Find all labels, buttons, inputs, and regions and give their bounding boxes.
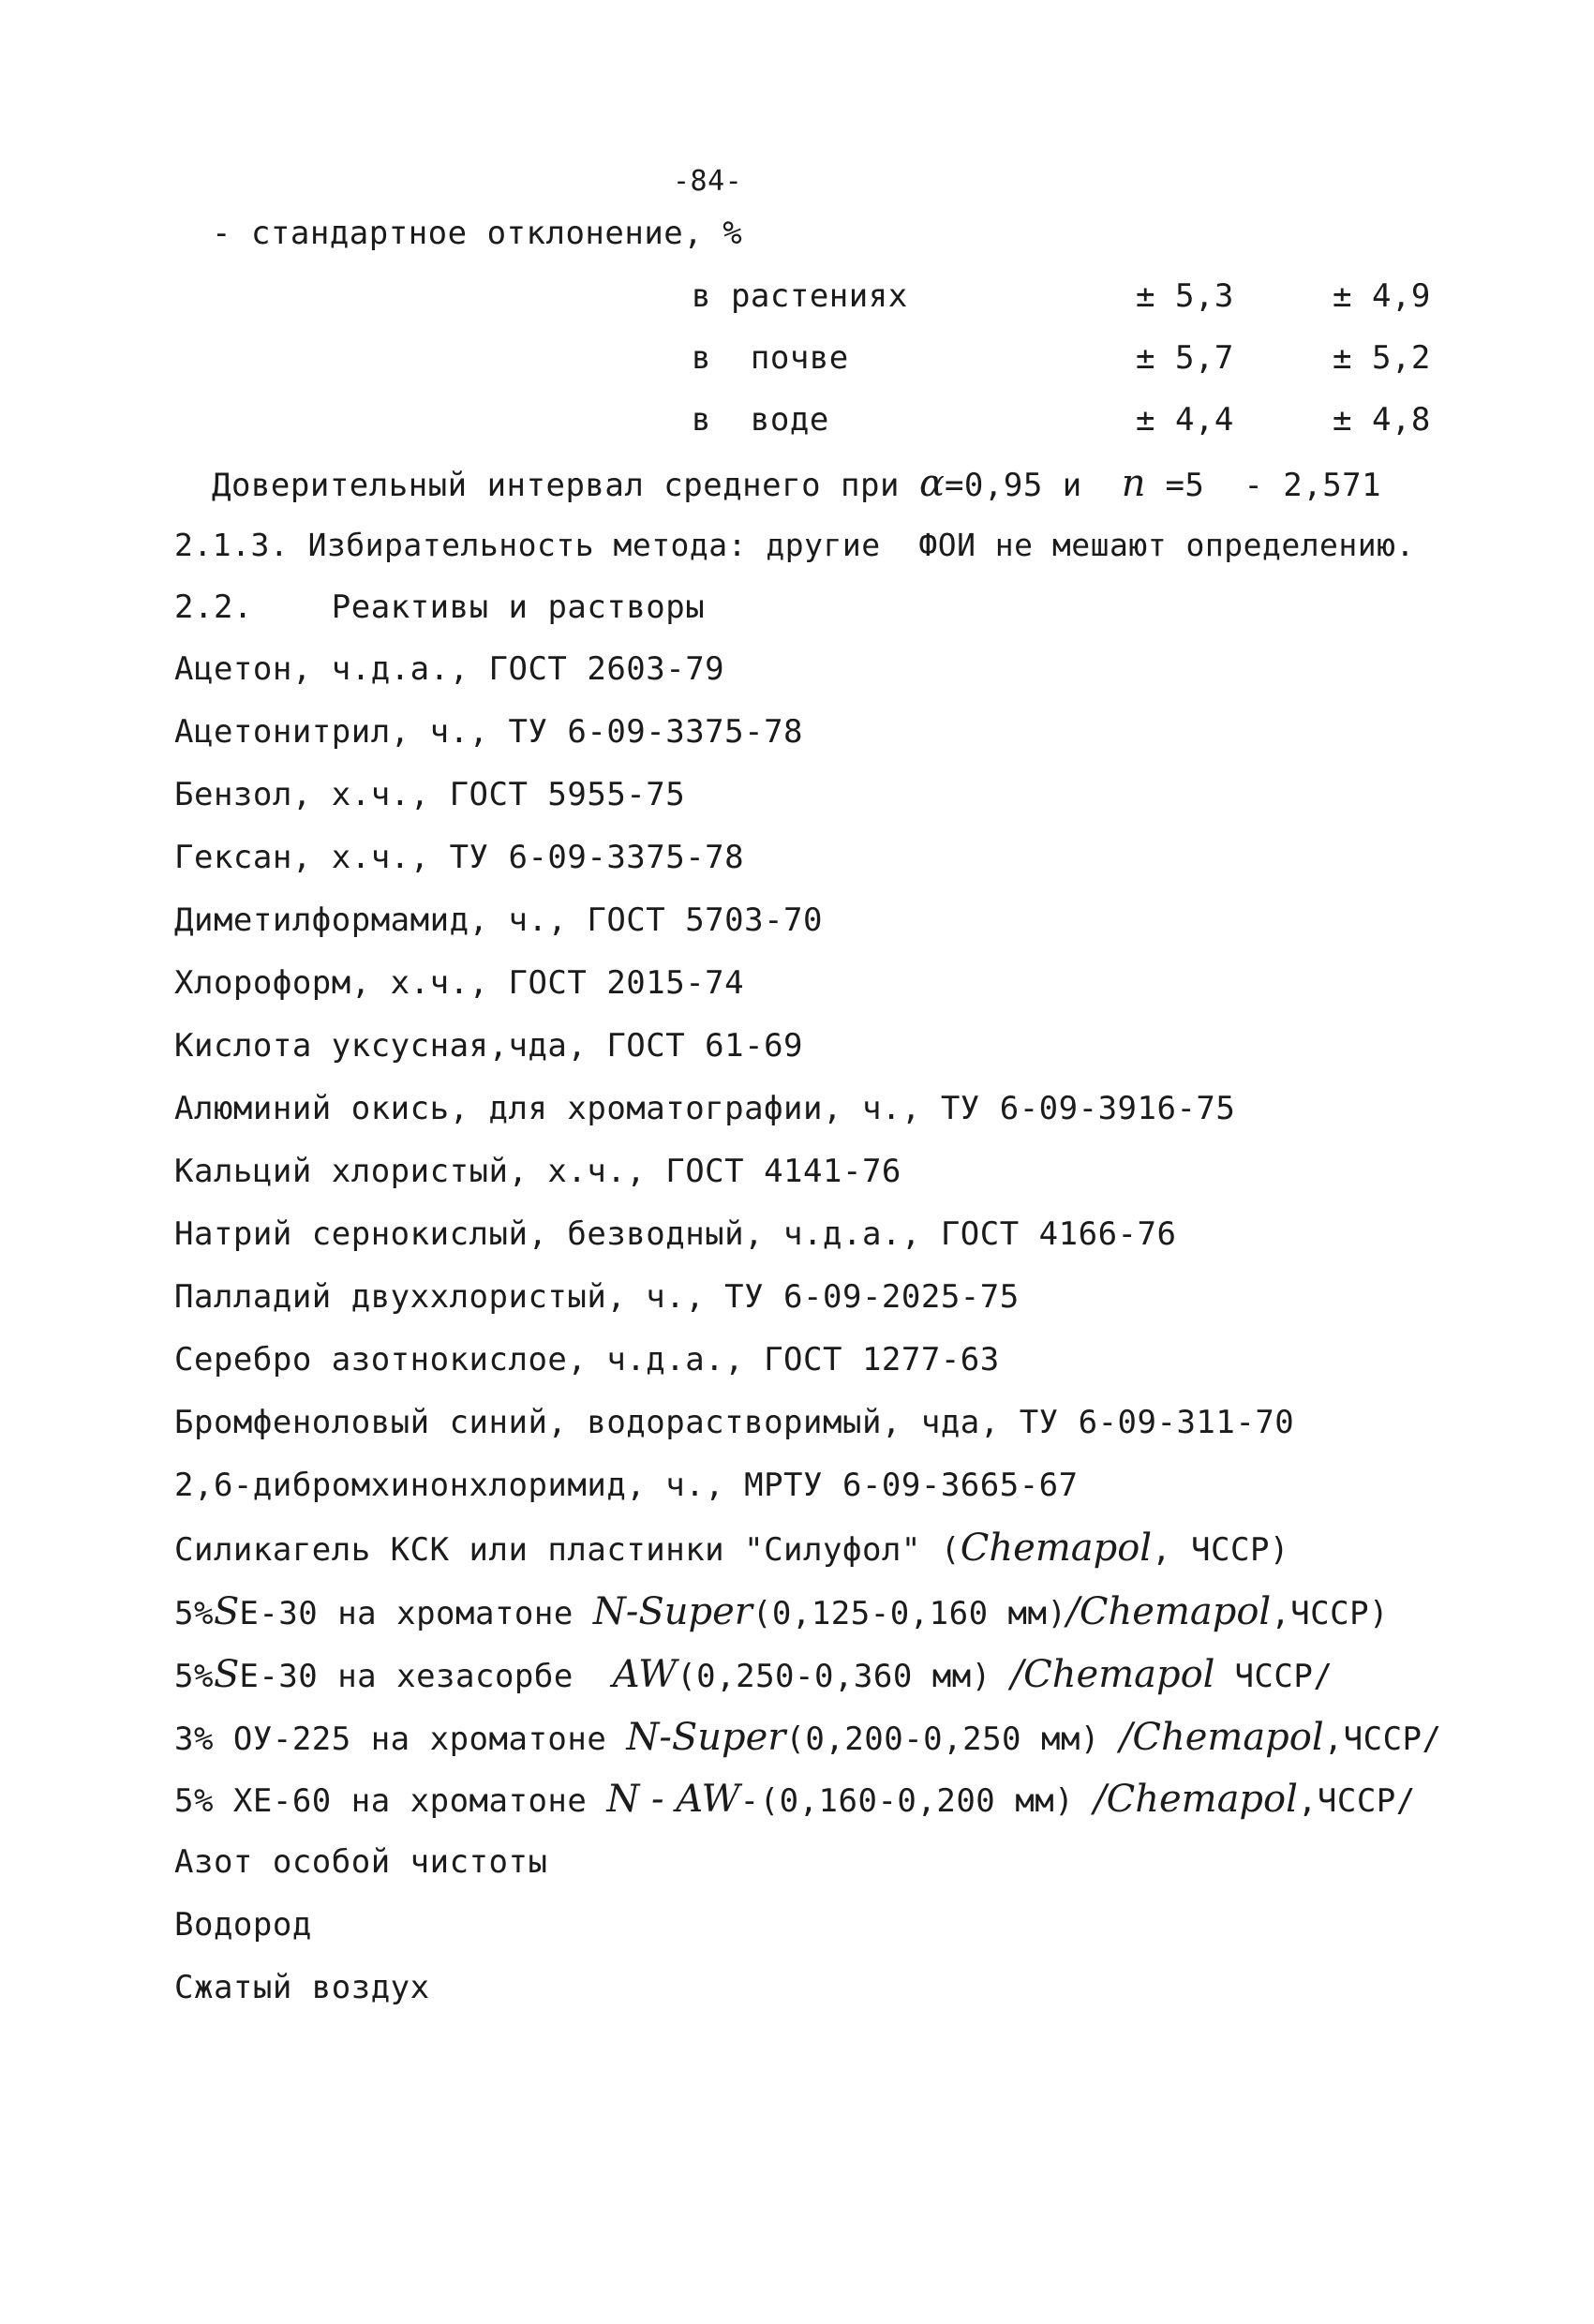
gas-item: Азот особой чистоты (174, 1843, 548, 1881)
selectivity-text: 2.1.3. Избирательность метода: другие ФОИ не мешают определению. (174, 527, 1415, 563)
particle-size: (0,250-0,360 мм) (677, 1658, 1011, 1695)
handwritten-support: AW (612, 1653, 678, 1696)
std-dev-row-value-2: ± 4,9 (1333, 277, 1431, 315)
handwritten-supplier: /Chemapol (1010, 1653, 1215, 1696)
silica-country: , ЧССР) (1152, 1531, 1289, 1569)
handwritten-support: N-Super (626, 1716, 786, 1759)
reagent-item: Бензол, х.ч., ГОСТ 5955-75 (174, 776, 686, 813)
reagent-item: Гексан, х.ч., ТУ 6-09-3375-78 (174, 839, 745, 876)
std-dev-row-value-2: ± 4,8 (1333, 401, 1431, 439)
handwritten-supplier: /Chemapol (1066, 1590, 1272, 1633)
n-symbol: n (1121, 462, 1146, 505)
supplier-country: ЧССР/ (1214, 1658, 1333, 1695)
stationary-phase-line-3 (174, 1716, 1442, 1759)
std-dev-row-label: в растениях (692, 277, 908, 315)
std-dev-row-value-1: ± 5,7 (1136, 339, 1234, 377)
phase-text: E-30 на хроматоне (239, 1595, 593, 1632)
silica-text: Силикагель КСК или пластинки "Силуфол" ( (174, 1531, 961, 1569)
stationary-phase-line-4 (174, 1780, 1416, 1820)
handwritten-support: N - AW (606, 1778, 740, 1821)
phase-text: E-30 на хезасорбе (239, 1658, 613, 1695)
reagent-item: Кальций хлористый, х.ч., ГОСТ 4141-76 (174, 1153, 901, 1190)
section-number: 2.2. (174, 588, 253, 626)
particle-size: (0,200-0,250 мм) (785, 1721, 1120, 1758)
supplier-country: ,ЧССР/ (1297, 1782, 1416, 1820)
reagent-item: Кислота уксусная,чда, ГОСТ 61-69 (174, 1027, 804, 1065)
section-title: Реактивы и растворы (331, 588, 706, 626)
handwritten-support: N-Super (592, 1590, 752, 1633)
reagent-item: Алюминий окись, для хроматографии, ч., ТУ 6-09-3916-75 (174, 1090, 1236, 1127)
phase-text: 5% XE-60 на хроматоне (174, 1782, 607, 1820)
handwritten-s: S (213, 1590, 240, 1633)
section-heading (174, 588, 705, 626)
std-dev-row-label: в воде (692, 401, 829, 439)
confidence-interval (212, 462, 1382, 505)
page-number: -84- (673, 165, 743, 198)
handwritten-s: S (213, 1653, 240, 1696)
std-dev-label: - стандартное отклонение, % (212, 215, 743, 252)
reagent-item: Диметилформамид, ч., ГОСТ 5703-70 (174, 901, 824, 939)
alpha-symbol: α (918, 462, 945, 505)
n-value: =5 - 2,571 (1165, 467, 1382, 504)
confidence-prefix: Доверительный интервал среднего при (212, 467, 900, 504)
stationary-phase-line-2 (174, 1653, 1333, 1696)
reagent-item: Ацетон, ч.д.а., ГОСТ 2603-79 (174, 650, 725, 688)
gas-item: Сжатый воздух (174, 1969, 430, 2006)
reagent-item: Серебро азотнокислое, ч.д.а., ГОСТ 1277-63 (174, 1341, 1000, 1378)
stationary-phase-line-1 (174, 1590, 1390, 1633)
supplier-country: ,ЧССР) (1271, 1595, 1390, 1632)
particle-size: -(0,160-0,200 мм) (739, 1782, 1095, 1820)
std-dev-row-value-1: ± 5,3 (1136, 277, 1234, 315)
reagent-item: Палладий двуххлористый, ч., ТУ 6-09-2025-75 (174, 1278, 1020, 1316)
handwritten-supplier: Chemapol (960, 1527, 1153, 1570)
phase-text: 3% ОУ-225 на хроматоне (174, 1721, 627, 1758)
std-dev-row-value-2: ± 5,2 (1333, 339, 1431, 377)
handwritten-supplier: /Chemapol (1094, 1778, 1298, 1821)
handwritten-supplier: /Chemapol (1119, 1716, 1324, 1759)
supplier-country: ,ЧССР/ (1323, 1721, 1442, 1758)
phase-percent: 5% (174, 1658, 214, 1695)
gas-item: Водород (174, 1906, 312, 1944)
reagent-item: 2,6-дибромхинонхлоримид, ч., МРТУ 6-09-3665-67 (174, 1467, 1079, 1504)
phase-percent: 5% (174, 1595, 214, 1632)
alpha-value: =0,95 и (944, 467, 1082, 504)
reagent-item: Хлороформ, х.ч., ГОСТ 2015-74 (174, 964, 745, 1002)
std-dev-row-label: в почве (692, 339, 849, 377)
std-dev-row-value-1: ± 4,4 (1136, 401, 1234, 439)
reagent-item: Натрий сернокислый, безводный, ч.д.а., ГОСТ 4166-76 (174, 1215, 1177, 1253)
particle-size: (0,125-0,160 мм) (752, 1595, 1067, 1632)
reagent-item: Бромфеноловый синий, водорастворимый, чда, ТУ 6-09-311-70 (174, 1404, 1295, 1441)
silica-gel-line (174, 1529, 1289, 1569)
reagent-item: Ацетонитрил, ч., ТУ 6-09-3375-78 (174, 713, 804, 751)
